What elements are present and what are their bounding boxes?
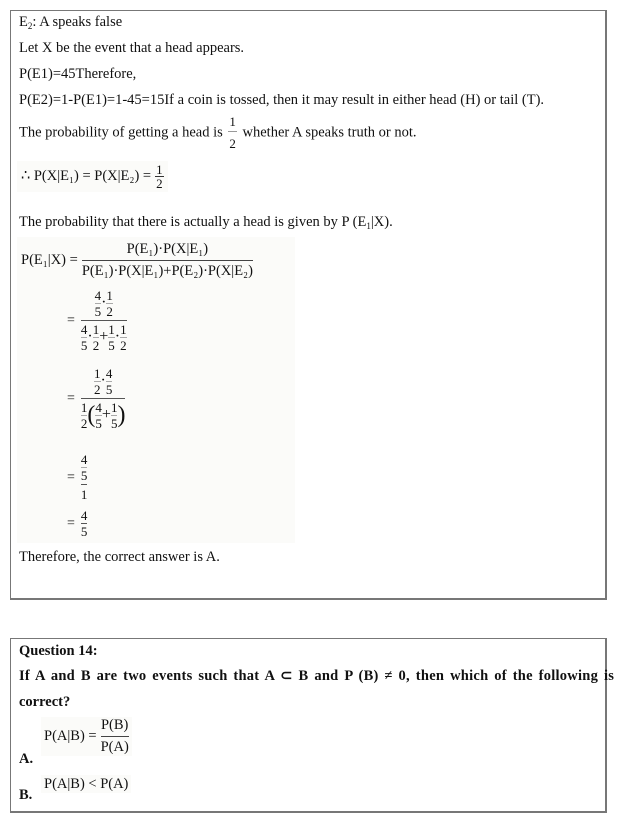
step-2: [67, 367, 125, 430]
d: 2: [80, 416, 88, 431]
bayes-derivation: [17, 237, 295, 543]
numerator: P(B): [101, 717, 129, 737]
posterior-line: [19, 213, 393, 235]
equals-sign: =: [67, 470, 75, 485]
step-1: [67, 289, 127, 352]
n: 4: [80, 322, 88, 337]
n: 1: [94, 366, 101, 381]
text: The probability of getting a head is: [19, 124, 223, 141]
step-1-numerator: $\frac{4}{5}$ · $\frac{1}{2}$: [81, 289, 127, 321]
step-2-numerator: $\frac{1}{2}$ · $\frac{4}{5}$: [81, 367, 126, 399]
option-b-expression: P(A|B) < P(A): [44, 776, 129, 792]
subscript: 2: [27, 21, 33, 31]
conclusion: Therefore, the correct answer is A.: [19, 549, 220, 565]
d: 5: [110, 416, 118, 431]
n: 4: [105, 366, 113, 381]
event-e2-definition: [19, 13, 122, 35]
step-1-denominator: $\frac{4}{5}$ · $\frac{1}{2}$ + $\frac{1}{5}$ · $\frac{1}{2}$: [80, 322, 127, 353]
equation-conditional: [17, 161, 168, 192]
option-b-formula: [41, 775, 131, 793]
text: : A speaks false: [32, 14, 123, 30]
d: 5: [94, 304, 102, 319]
d: 5: [95, 416, 102, 431]
d: 2: [92, 338, 100, 353]
step-3-numerator: [81, 453, 88, 485]
n: 1: [92, 322, 100, 337]
step-2-fraction: [81, 367, 126, 430]
e-symbol: E: [19, 14, 28, 30]
fraction: [155, 163, 164, 190]
n: 1: [80, 400, 88, 415]
p-e1-line: P(E1)=45Therefore,: [19, 66, 137, 82]
bayes-numerator: P(E₁)·P(X|E₁): [82, 241, 253, 261]
option-a[interactable]: [19, 715, 219, 769]
denominator: P(A): [100, 739, 129, 755]
option-a-fraction: [101, 717, 129, 756]
equals-sign: =: [67, 390, 75, 406]
n: 1: [106, 288, 113, 303]
text: whether A speaks truth or not.: [242, 124, 417, 141]
d: 5: [105, 382, 113, 397]
numerator: 1: [228, 115, 237, 132]
p-e2-line: P(E2)=1-P(E1)=1-45=15If a coin is tossed, then it may result in either head (H) or tail (T).: [19, 92, 545, 108]
option-b-label: B.: [19, 787, 33, 803]
n: 1: [120, 322, 127, 337]
option-a-lhs: P(A|B) =: [44, 728, 97, 744]
text: |X).: [370, 214, 393, 230]
equation-lhs: ∴ P(X|E₁) = P(X|E₂) =: [21, 168, 152, 184]
event-x-definition: Let X be the event that a head appears.: [19, 40, 245, 56]
step-3: [67, 453, 87, 503]
option-b[interactable]: [19, 775, 219, 805]
solution-box: [10, 10, 607, 600]
d: 2: [120, 338, 127, 353]
option-a-formula: [41, 717, 132, 756]
equals-sign: =: [67, 515, 75, 531]
fraction-one-half: [228, 115, 237, 150]
option-a-label: A.: [19, 751, 34, 767]
d: 2: [106, 304, 113, 319]
n: 1: [110, 400, 118, 415]
question-title: Question 14:: [19, 643, 98, 659]
d: 5: [80, 468, 88, 483]
step-3-denominator: 1: [80, 487, 88, 502]
numerator: 4: [80, 508, 88, 523]
denominator: 2: [229, 136, 236, 151]
question-text: If A and B are two events such that A ⊂ B and P (B) ≠ 0, then which of the following is: [19, 668, 615, 684]
subscript: 1: [366, 221, 371, 231]
n: 4: [95, 400, 102, 415]
d: 5: [80, 338, 88, 353]
d: 5: [108, 338, 115, 353]
equals-sign: =: [67, 312, 75, 328]
step-2-denominator: $\frac{1}{2}$ ( $\frac{4}{5}$ + $\frac{1}{5}$ ): [80, 400, 126, 431]
step-4: [67, 509, 87, 538]
numerator: 1: [156, 162, 163, 177]
step-4-fraction: [81, 509, 88, 538]
bayes-lhs: P(E₁|X) =: [21, 252, 78, 268]
n: 1: [108, 322, 115, 337]
step-1-fraction: [81, 289, 127, 352]
step-3-fraction: [81, 453, 88, 503]
d: 2: [94, 382, 101, 397]
n: 4: [94, 288, 102, 303]
bayes-denominator: P(E₁)·P(X|E₁)+P(E₂)·P(X|E₂): [81, 263, 253, 279]
denominator: 5: [80, 524, 88, 539]
question-box: [10, 638, 615, 813]
question-text-cont: correct?: [19, 694, 71, 710]
head-probability-line: [19, 115, 417, 150]
text: The probability that there is actually a head is given by P (E: [19, 214, 367, 230]
n: 4: [80, 452, 88, 467]
bayes-fraction: [82, 241, 253, 280]
denominator: 2: [156, 176, 163, 191]
bayes-formula: [21, 241, 253, 280]
